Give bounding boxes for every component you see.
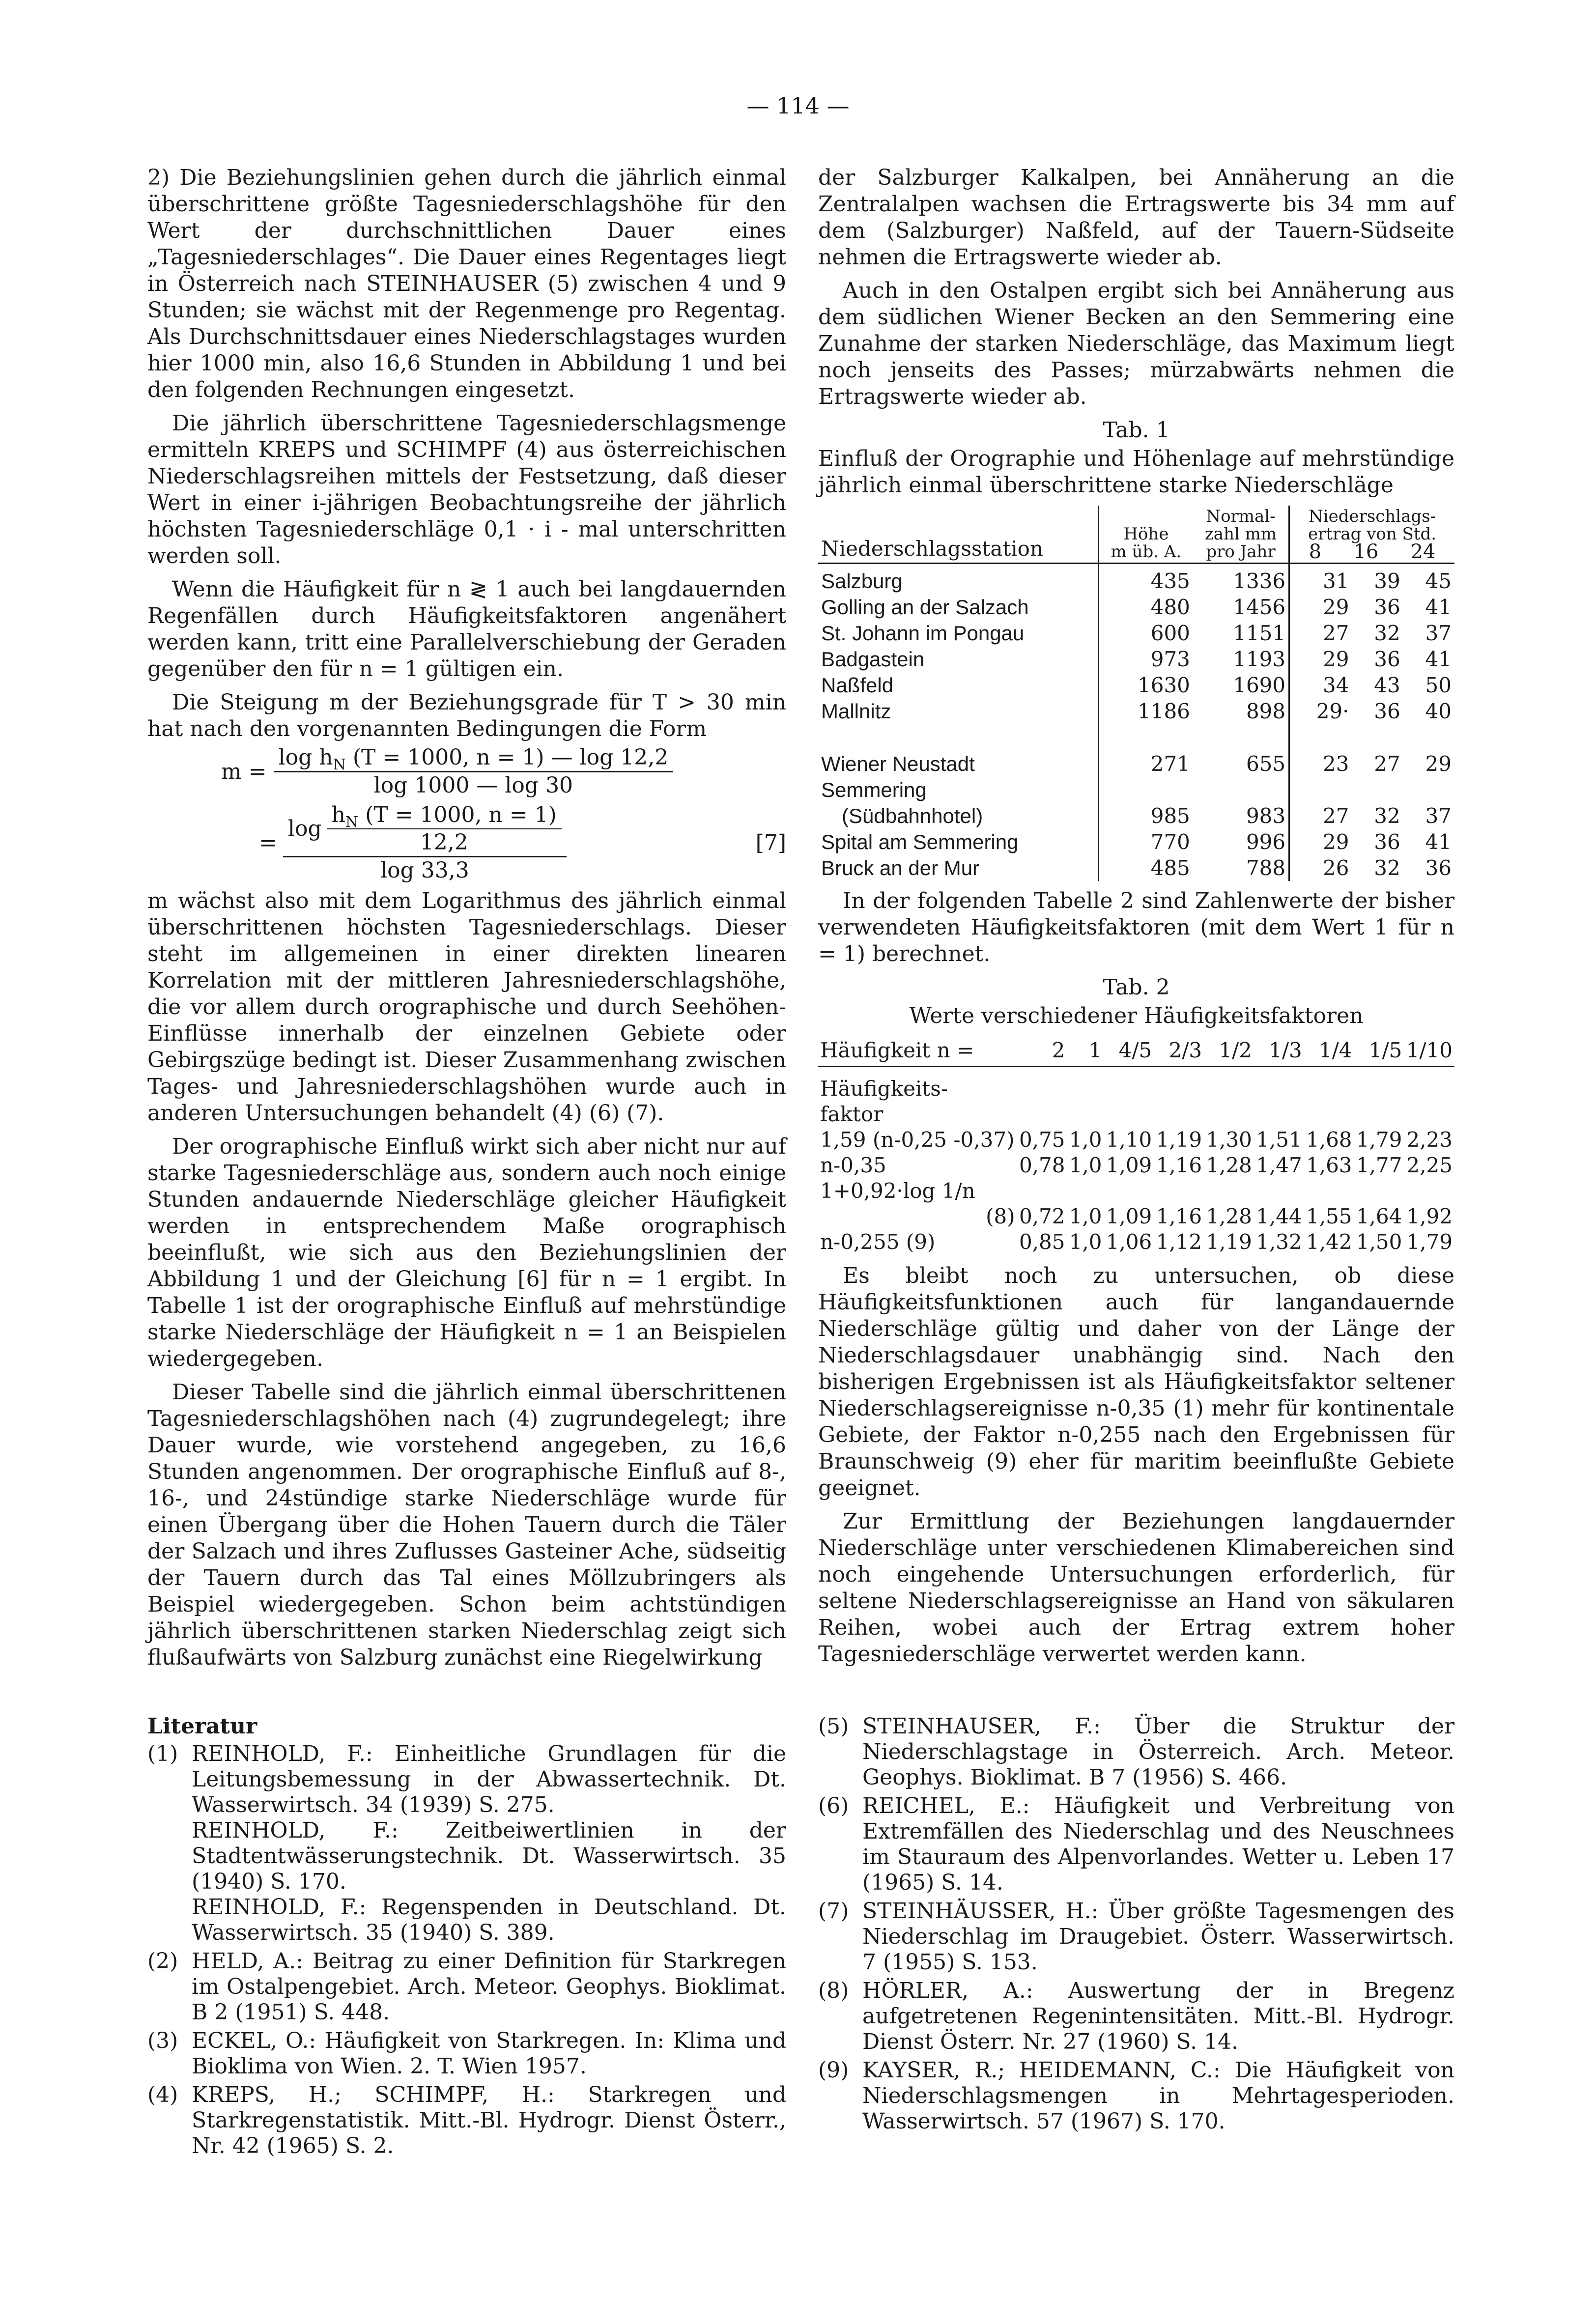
table-row (818, 564, 1454, 595)
table-cell: Spital am Semmering (818, 829, 1098, 855)
table-cell: 37 (1425, 804, 1452, 828)
reference-number: (5) (818, 1714, 849, 1739)
references-right (818, 1714, 1454, 2137)
table-cell: 36 (1374, 699, 1400, 723)
table-cell (1204, 1178, 1254, 1204)
table-cell: 1193 (1193, 646, 1289, 672)
table-cell: 0,72 (1019, 1204, 1065, 1228)
table-cell: 32 (1374, 621, 1400, 645)
table-cell: 1,42 (1306, 1230, 1352, 1254)
table-header: Höhe m üb. A. (1098, 506, 1193, 564)
table-2-label: Tab. 2 (1103, 975, 1170, 1000)
table-cell: 29 (1323, 647, 1349, 671)
table-cell: 1,79 (1406, 1230, 1453, 1254)
table-header: 1 (1067, 1035, 1104, 1067)
table-cell: 1,06 (1106, 1230, 1152, 1254)
reference-text: HELD, A.: Beitrag zu einer Definition für Starkregen im Ostalpengebiet. Arch. Meteor. Geophys. Bioklimat. B 2 (1951) S. 448. (192, 1949, 786, 2025)
reference-text: ECKEL, O.: Häufigkeit von Starkregen. In: Klima und Bioklima von Wien. 2. T. Wien 1957. (192, 2028, 786, 2079)
table-cell: 1,12 (1156, 1230, 1202, 1254)
table-cell: 1,79 (1356, 1128, 1402, 1152)
table-cell: 1,50 (1356, 1230, 1402, 1254)
table-cell: 1,77 (1356, 1153, 1402, 1177)
reference-text: REINHOLD, F.: Regenspenden in Deutschland. Dt. Wasserwirtsch. 35 (1940) S. 389. (192, 1895, 786, 1945)
table-cell: 2,23 (1406, 1128, 1453, 1152)
table-cell: 2,25 (1406, 1153, 1453, 1177)
table-row (818, 1153, 1454, 1178)
table-cell: 45 (1425, 569, 1452, 593)
table-cell: 36 (1425, 856, 1452, 880)
references-heading: Literatur (147, 1714, 257, 1739)
table-cell: 41 (1425, 830, 1452, 854)
table-row-label: n-0,35 (820, 1153, 886, 1177)
table-cell: 1456 (1193, 594, 1289, 620)
formula-fraction-2: log $\frac{h_N (T = 1000, n = 1)}{12,2}$ log 33,3 (283, 802, 567, 884)
formula-inner-fraction: $\frac{h_N (T = 1000, n = 1)}{12,2}$ (327, 802, 562, 856)
table-cell: 271 (1150, 752, 1190, 776)
table-cell: (Südbahnhotel) (818, 803, 1098, 829)
paragraph: Die jährlich überschrittene Tagesniederschlagsmenge ermitteln KREPS und SCHIMPF (4) aus österreichischen Niederschlagsreihen mittels der Festsetzung, daß dieser Wert in einer i-jährigen Beobachtungsreihe der jährlich höchsten Tagesniederschläge 0,1 · i - mal unterschritten werden soll. (147, 411, 786, 568)
table-cell: Wiener Neustadt (818, 724, 1098, 777)
table-cell: St. Johann im Pongau (818, 620, 1098, 646)
table-cell: 1,16 (1156, 1153, 1202, 1177)
reference-item (818, 1714, 1454, 1790)
table-cell: 34 (1323, 673, 1349, 697)
table-header: 1/5 (1354, 1035, 1404, 1067)
right-column (818, 165, 1454, 1674)
table-cell: 1,0 (1069, 1128, 1102, 1152)
table-cell: Naßfeld (818, 672, 1098, 698)
reference-text: KREPS, H.; SCHIMPF, H.: Starkregen und Starkregenstatistik. Mitt.-Bl. Hydrogr. Dienst Österr., Nr. 42 (1965) S. 2. (192, 2082, 786, 2158)
paragraph: In der folgenden Tabelle 2 sind Zahlenwerte der bisher verwendeten Häufigkeitsfaktoren (mit dem Wert 1 für n = 1) berechnet. (818, 888, 1454, 966)
table-cell: 1,30 (1206, 1128, 1252, 1152)
table-row (818, 724, 1454, 777)
table-row (818, 1067, 1454, 1102)
reference-text: REICHEL, E.: Häufigkeit und Verbreitung von Extremfällen des Niederschlag und des Neuschnees im Stauraum des Alpenvorlandes. Wetter u. Leben 17 (1965) S. 14. (862, 1793, 1454, 1895)
reference-item (147, 1949, 786, 2025)
table-cell: 37 (1425, 621, 1452, 645)
table-cell: 1,92 (1406, 1204, 1453, 1228)
table-row (818, 672, 1454, 698)
paragraph: der Salzburger Kalkalpen, bei Annäherung an die Zentralalpen wachsen die Ertragswerte bis 34 mm auf dem (Salzburger) Naßfeld, auf der Tauern-Südseite nehmen die Ertragswerte wieder ab. (818, 165, 1454, 270)
reference-text: STEINHÄUSSER, H.: Über größte Tagesmengen des Niederschlag im Draugebiet. Österr. Wasserwirtsch. 7 (1955) S. 153. (862, 1899, 1454, 1975)
paragraph: Die Steigung m der Beziehungsgrade für T > 30 min hat nach den vorgenannten Bedingungen die Form (147, 690, 786, 741)
table-cell (1154, 1178, 1204, 1204)
table-cell: Semmering (818, 777, 1098, 803)
table-cell: 1,16 (1156, 1204, 1202, 1228)
table-cell: 43 (1374, 673, 1400, 697)
table-cell: 1,0 (1069, 1153, 1102, 1177)
table-cell (1104, 1178, 1154, 1204)
table-cell: 983 (1193, 803, 1289, 829)
table-row (818, 698, 1454, 724)
table-cell: 1336 (1193, 564, 1289, 595)
table-header: 2/3 (1154, 1035, 1204, 1067)
reference-number: (6) (818, 1793, 849, 1818)
equation-number: [7] (755, 830, 786, 855)
formula-fraction-1: $\frac{\log h_N (T = 1000, n = 1) — \log 12,2}{\log 1000 — \log 30}$ (274, 744, 674, 799)
paragraph: Es bleibt noch zu untersuchen, ob diese Häufigkeitsfunktionen auch für langandauernde Niederschläge gültig und daher von der Länge der Niederschlagsdauer unabhängig sind. Nach den bisherigen Ergebnissen ist als Häufigkeitsfaktor seltener Niederschlagsereignisse n-0,35 (1) mehr für kontinentale Gebiete, der Faktor n-0,255 nach den Ergebnissen für Braunschweig (9) eher für maritim beeinflußte Gebiete geeignet. (818, 1263, 1454, 1501)
paragraph: Wenn die Häufigkeit für n ≷ 1 auch bei langdauernden Regenfällen durch Häufigkeitsfaktoren angenähert werden kann, tritt eine Parallelverschiebung der Geraden gegenüber den für n = 1 gültigen ein. (147, 577, 786, 681)
table-cell: 898 (1193, 698, 1289, 724)
table-row (818, 1229, 1454, 1255)
table-row (818, 829, 1454, 855)
table-header: Niederschlagsstation (818, 506, 1098, 564)
table-cell: 1,28 (1206, 1153, 1252, 1177)
table-row (818, 594, 1454, 620)
paragraph: m wächst also mit dem Logarithmus des jährlich einmal überschrittenen höchsten Tagesniederschlags. Dieser steht im allgemeinen in einer direkten linearen Korrelation mit der mittleren Jahresniederschlagshöhe, die vor allem durch orographische und durch Seehöhen-Einflüsse innerhalb der einzelnen Gebiete oder Gebirgszüge bedingt ist. Dieser Zusammenhang zwischen Tages- und Jahresniederschlagshöhen wurde auch in anderen Untersuchungen behandelt (4) (6) (7). (147, 888, 786, 1126)
table-cell: 1,44 (1256, 1204, 1302, 1228)
table-header: 1/10 (1404, 1035, 1454, 1067)
table-cell: 1,55 (1306, 1204, 1352, 1228)
reference-item (818, 1978, 1454, 2055)
table-cell: 27 (1374, 752, 1400, 776)
table-cell: 996 (1193, 829, 1289, 855)
table-header: Niederschlags- ertrag von Std. 8 16 24 (1289, 506, 1454, 564)
table-cell: 1690 (1193, 672, 1289, 698)
table-cell: 1,63 (1306, 1153, 1352, 1177)
table-cell: 1,0 (1069, 1204, 1102, 1228)
table-cell: 29 (1323, 595, 1349, 619)
table-cell: faktor (820, 1102, 884, 1126)
table-cell: 50 (1425, 673, 1452, 697)
reference-number: (3) (147, 2028, 178, 2053)
reference-text: HÖRLER, A.: Auswertung der in Bregenz aufgetretenen Regenintensitäten. Mitt.-Bl. Hydrogr. Dienst Österr. Nr. 27 (1960) S. 14. (862, 1978, 1454, 2054)
table-cell: 0,75 (1019, 1128, 1065, 1152)
table-cell: 1,68 (1306, 1128, 1352, 1152)
table-header: 1/2 (1204, 1035, 1254, 1067)
table-cell (1304, 1178, 1354, 1204)
table-cell (1354, 1178, 1404, 1204)
table-cell: 1,19 (1156, 1128, 1202, 1152)
table-header: Häufigkeit n = (818, 1035, 1017, 1067)
table-cell: 27 (1323, 804, 1349, 828)
table-cell: 1,10 (1106, 1128, 1152, 1152)
paragraph: Der orographische Einfluß wirkt sich aber nicht nur auf starke Tagesniederschläge aus, sondern auch noch einige Stunden andauernde Niederschläge gleicher Häufigkeit werden in entsprechendem Maße orographisch beeinflußt, wie sich aus den Beziehungslinien der Abbildung 1 und der Gleichung [6] für n = 1 ergibt. In Tabelle 1 ist der orographische Einfluß auf mehrstündige starke Niederschläge der Häufigkeit n = 1 an Beispielen wiedergegeben. (147, 1134, 786, 1371)
reference-item (818, 1899, 1454, 1975)
table-header: 1/4 (1304, 1035, 1354, 1067)
table-cell: 788 (1193, 855, 1289, 881)
table-header: Normal- zahl mm pro Jahr (1193, 506, 1289, 564)
references-left (147, 1714, 786, 2162)
table-row (818, 620, 1454, 646)
table-cell: 485 (1150, 856, 1190, 880)
table-2-title: Werte verschiedener Häufigkeitsfaktoren (909, 1003, 1364, 1028)
paragraph: 2) Die Beziehungslinien gehen durch die jährlich einmal überschrittene größte Tagesniederschlagshöhe für den Wert der durchschnittlichen Dauer eines „Tagesniederschlages“. Die Dauer eines Regentages liegt in Österreich nach STEINHAUSER (5) zwischen 4 und 9 Stunden; sie wächst mit der Regenmenge pro Regentag. Als Durchschnittsdauer eines Niederschlagstages wurden hier 1000 min, also 16,6 Stunden in Abbildung 1 und bei den folgenden Rechnungen eingesetzt. (147, 165, 786, 402)
table-row (818, 1204, 1454, 1229)
table-1-label: Tab. 1 (1103, 418, 1170, 443)
table-cell: 23 (1323, 752, 1349, 776)
reference-item (818, 1793, 1454, 1896)
table-cell: 1,51 (1256, 1128, 1302, 1152)
paragraph: Dieser Tabelle sind die jährlich einmal überschrittenen Tagesniederschlagshöhen nach (4) zugrundegelegt; ihre Dauer wurde, wie vorstehend angegeben, zu 16,6 Stunden angenommen. Der orographische Einfluß auf 8-, 16-, und 24stündige starke Niederschläge wurde für einen Übergang über die Hohen Tauern durch die Täler der Salzach und ihres Zuflusses Gasteiner Ache, südseitig der Tauern durch das Tal eines Möllzubringers als Beispiel wiedergegeben. Schon beim achtstündigen jährlich überschrittenen starken Niederschlag zeigt sich flußaufwärts von Salzburg zunächst eine Riegelwirkung (147, 1380, 786, 1670)
table-cell: 1,19 (1206, 1230, 1252, 1254)
table-cell: 41 (1425, 595, 1452, 619)
table-cell: 1,0 (1069, 1230, 1102, 1254)
table-1 (818, 506, 1454, 881)
table-cell: 1151 (1193, 620, 1289, 646)
table-cell: 0,78 (1019, 1153, 1065, 1177)
table-cell: 1,28 (1206, 1204, 1252, 1228)
formula-7: m = $\frac{\log h_N (T = 1000, n = 1) — \log 12,2}{\log 1000 — \log 30}$ = log $\frac{h_N (T = 1000, n = 1)}{12,2}$ log 33,3 [7] (221, 745, 786, 883)
table-cell: 36 (1374, 647, 1400, 671)
table-cell: 600 (1150, 621, 1190, 645)
table-row (818, 803, 1454, 829)
table-cell: 0,85 (1019, 1230, 1065, 1254)
table-cell: 770 (1150, 830, 1190, 854)
reference-number: (2) (147, 1949, 178, 1974)
table-cell: 1,09 (1106, 1204, 1152, 1228)
table-cell: 40 (1425, 699, 1452, 723)
table-row (818, 855, 1454, 881)
table-cell: 985 (1150, 804, 1190, 828)
table-cell: 1,64 (1356, 1204, 1402, 1228)
table-row (818, 1127, 1454, 1153)
reference-item (147, 2082, 786, 2159)
table-cell: 1630 (1138, 673, 1190, 697)
table-cell: 26 (1323, 856, 1349, 880)
table-cell: 31 (1323, 569, 1349, 593)
reference-text: STEINHAUSER, F.: Über die Struktur der Niederschlagstage in Österreich. Arch. Meteor. Geophys. Bioklimat. B 7 (1956) S. 466. (862, 1714, 1454, 1790)
reference-text: REINHOLD, F.: Einheitliche Grundlagen für die Leitungsbemessung in der Abwassertechnik. Dt. Wasserwirtsch. 34 (1939) S. 275. (192, 1741, 786, 1817)
table-cell (1289, 777, 1352, 803)
table-cell (1193, 777, 1289, 803)
table-1-title: Einfluß der Orographie und Höhenlage auf mehrstündige jährlich einmal überschrittene starke Niederschläge (818, 446, 1454, 498)
table-cell: 39 (1374, 569, 1400, 593)
paragraph: Zur Ermittlung der Beziehungen langdauernder Niederschläge unter verschiedenen Klimabereichen sind noch eingehende Untersuchungen erforderlich, für seltene Niederschlagsereignisse an Hand von säkularen Reihen, wobei auch der Ertrag extrem hoher Tagesniederschläge verwertet werden kann. (818, 1509, 1454, 1667)
table-cell: 1,09 (1106, 1153, 1152, 1177)
table-cell: 1,47 (1256, 1153, 1302, 1177)
table-cell: 29· (1316, 699, 1349, 723)
table-header: 4/5 (1104, 1035, 1154, 1067)
reference-number: (9) (818, 2058, 849, 2083)
table-cell: 1,32 (1256, 1230, 1302, 1254)
table-cell (1404, 1178, 1454, 1204)
table-cell: Badgastein (818, 646, 1098, 672)
table-cell: 36 (1374, 830, 1400, 854)
table-cell: Bruck an der Mur (818, 855, 1098, 881)
table-cell (1352, 777, 1403, 803)
reference-item (818, 2058, 1454, 2134)
table-row-label: 1+0,92·log 1/n (820, 1179, 975, 1203)
table-cell: 973 (1150, 647, 1190, 671)
table-cell (1098, 777, 1193, 803)
table-row-label: (8) (986, 1204, 1015, 1228)
table-header: 2 (1017, 1035, 1067, 1067)
table-row (818, 777, 1454, 803)
table-row (818, 1178, 1454, 1204)
table-row-label: 1,59 (n-0,25 -0,37) (820, 1128, 1015, 1152)
reference-number: (7) (818, 1899, 849, 1924)
reference-item (147, 2028, 786, 2079)
table-cell: 36 (1374, 595, 1400, 619)
reference-text: KAYSER, R.; HEIDEMANN, C.: Die Häufigkeit von Niederschlagsmengen in Mehrtagesperioden. Wasserwirtsch. 57 (1967) S. 170. (862, 2058, 1454, 2134)
table-cell: 1186 (1138, 699, 1190, 723)
table-cell: Golling an der Salzach (818, 594, 1098, 620)
table-row-label: n-0,255 (9) (820, 1230, 936, 1254)
table-cell: Häufigkeits- (820, 1077, 948, 1101)
table-cell: 655 (1193, 724, 1289, 777)
table-row (818, 1102, 1454, 1127)
table-cell: 29 (1425, 752, 1452, 776)
table-cell: 32 (1374, 856, 1400, 880)
table-2 (818, 1035, 1454, 1255)
table-cell: Salzburg (818, 564, 1098, 595)
table-cell: Mallnitz (818, 698, 1098, 724)
left-column (147, 165, 786, 1678)
table-cell: 27 (1323, 621, 1349, 645)
table-cell (1067, 1178, 1104, 1204)
reference-number: (1) (147, 1741, 178, 1766)
reference-text: REINHOLD, F.: Zeitbeiwertlinien in der Stadtentwässerungstechnik. Dt. Wasserwirtsch. 35 (1940) S. 170. (192, 1818, 786, 1894)
reference-number: (4) (147, 2082, 178, 2107)
reference-item (147, 1741, 786, 1946)
table-cell: 435 (1150, 569, 1190, 593)
table-header: 1/3 (1254, 1035, 1304, 1067)
table-cell: 41 (1425, 647, 1452, 671)
table-cell (1403, 777, 1454, 803)
reference-number: (8) (818, 1978, 849, 2003)
page-number: — 114 — (746, 92, 850, 119)
table-cell (1254, 1178, 1304, 1204)
table-cell (1017, 1178, 1067, 1204)
paragraph: Auch in den Ostalpen ergibt sich bei Annäherung aus dem südlichen Wiener Becken an den Semmering eine Zunahme der starken Niederschläge, das Maximum liegt noch jenseits des Passes; mürzabwärts nehmen die Ertragswerte wieder ab. (818, 278, 1454, 409)
table-cell: 32 (1374, 804, 1400, 828)
formula-lhs: m = (221, 759, 267, 784)
table-cell: 29 (1323, 830, 1349, 854)
table-row (818, 646, 1454, 672)
table-cell: 480 (1150, 595, 1190, 619)
